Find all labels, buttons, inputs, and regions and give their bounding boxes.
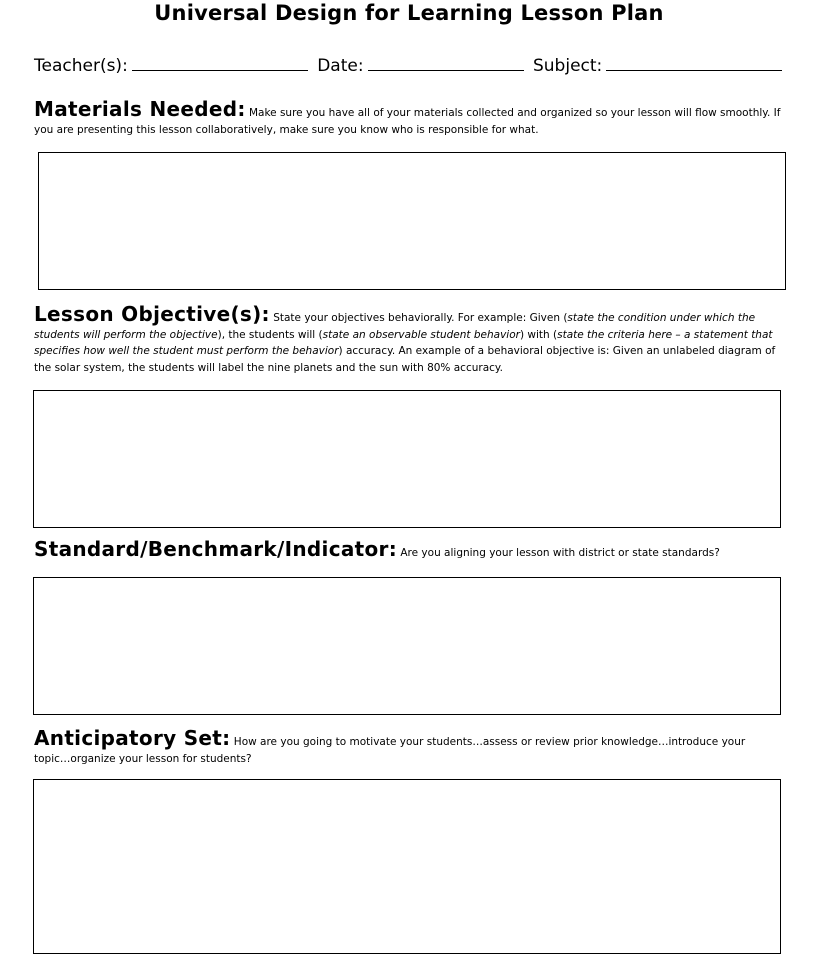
materials-section — [34, 97, 784, 138]
anticipatory-description: How are you going to motivate your students…assess or review prior knowledge…introduce your topic…organize your lesson for students? — [34, 736, 746, 765]
date-field[interactable] — [368, 54, 524, 71]
date-label: Date: — [317, 56, 364, 76]
standard-description: Are you aligning your lesson with district or state standards? — [400, 547, 720, 559]
subject-field[interactable] — [606, 54, 782, 71]
materials-box[interactable] — [38, 152, 786, 290]
anticipatory-box[interactable] — [33, 779, 781, 954]
objectives-heading: Lesson Objective(s): — [34, 302, 270, 326]
standard-box[interactable] — [33, 577, 781, 715]
materials-heading: Materials Needed: — [34, 97, 246, 121]
standard-heading: Standard/Benchmark/Indicator: — [34, 537, 398, 561]
objectives-description: State your objectives behaviorally. For example: Given (state the condition under which the students will perform the objective), the students will (state an observable student behavior) with (state the criteria here – a statement that specifies how well the student must perform the behavior) accuracy. An example of a behavioral objective is: Given an unlabeled diagram of the solar system, the students will label the nine planets and the sun with 80% accuracy. — [34, 312, 776, 374]
objectives-box[interactable] — [33, 390, 781, 528]
subject-label: Subject: — [532, 56, 603, 76]
anticipatory-section — [34, 726, 784, 767]
materials-description: Make sure you have all of your materials collected and organized so your lesson will flow smoothly. If you are presenting this lesson collaboratively, make sure you know who is responsible for what. — [34, 107, 781, 136]
standard-section — [34, 537, 784, 562]
teacher-field[interactable] — [132, 54, 308, 71]
teacher-label: Teacher(s): — [34, 56, 128, 76]
header-fields — [34, 54, 786, 76]
objectives-section — [34, 302, 784, 376]
anticipatory-heading: Anticipatory Set: — [34, 726, 231, 750]
page-title: Universal Design for Learning Lesson Plan — [154, 1, 664, 25]
